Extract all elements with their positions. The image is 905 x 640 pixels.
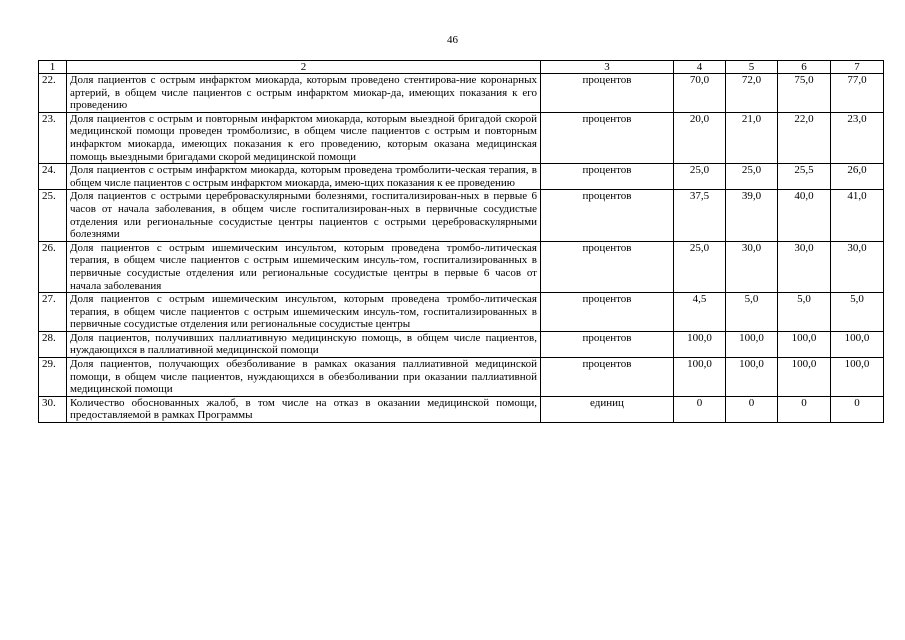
row-value-col5: 0 [726,396,778,422]
table-row [39,164,884,190]
row-description: Доля пациентов с острым и повторным инфарктом миокарда, которым выездной бригадой скорой медицинской помощи проведен тромболизис, в общем числе пациентов с острым и повторным инфарктом миокарда, имеющих показания к его проведению, которым оказана медицинская помощь выездными бригадами скорой медицинской помощи [67,112,541,163]
table-row [39,293,884,332]
row-value-col5: 100,0 [726,331,778,357]
header-col-4: 4 [674,61,726,74]
row-value-col7: 77,0 [831,74,884,113]
row-number: 26. [39,241,67,292]
row-unit: процентов [541,358,674,397]
row-value-col5: 72,0 [726,74,778,113]
row-value-col5: 5,0 [726,293,778,332]
row-value-col4: 0 [674,396,726,422]
row-unit: процентов [541,112,674,163]
row-number: 23. [39,112,67,163]
header-col-3: 3 [541,61,674,74]
row-value-col6: 40,0 [778,190,831,241]
row-value-col4: 4,5 [674,293,726,332]
row-description: Доля пациентов с острым ишемическим инсультом, которым проведена тромбо-литическая терапия, в общем числе пациентов с острым ишемическим инсуль-том, госпитализированных в первичные сосудистые отделения или региональные сосудистые центры в первые 6 часов от начала заболевания [67,241,541,292]
header-col-6: 6 [778,61,831,74]
row-unit: единиц [541,396,674,422]
row-value-col4: 25,0 [674,164,726,190]
row-value-col4: 100,0 [674,358,726,397]
row-description: Доля пациентов, получивших паллиативную медицинскую помощь, в общем числе пациентов, нуждающихся в паллиативной медицинской помощи [67,331,541,357]
row-value-col6: 75,0 [778,74,831,113]
row-value-col7: 100,0 [831,358,884,397]
row-value-col4: 20,0 [674,112,726,163]
header-col-7: 7 [831,61,884,74]
row-unit: процентов [541,190,674,241]
row-value-col4: 70,0 [674,74,726,113]
table-row [39,112,884,163]
row-value-col5: 30,0 [726,241,778,292]
row-value-col6: 100,0 [778,358,831,397]
row-value-col6: 100,0 [778,331,831,357]
row-number: 25. [39,190,67,241]
table-row [39,396,884,422]
row-number: 27. [39,293,67,332]
indicators-table [38,60,884,423]
row-value-col7: 23,0 [831,112,884,163]
row-value-col6: 5,0 [778,293,831,332]
row-value-col6: 25,5 [778,164,831,190]
header-col-2: 2 [67,61,541,74]
table-row [39,74,884,113]
row-number: 24. [39,164,67,190]
table-row [39,241,884,292]
table-row [39,331,884,357]
row-unit: процентов [541,164,674,190]
row-value-col4: 25,0 [674,241,726,292]
row-number: 29. [39,358,67,397]
row-value-col6: 30,0 [778,241,831,292]
row-description: Доля пациентов с острым инфарктом миокарда, которым проведена тромболити-ческая терапия, в общем числе пациентов с острым инфарктом миокарда, имею-щих показания к ее проведению [67,164,541,190]
header-col-5: 5 [726,61,778,74]
row-description: Доля пациентов, получающих обезболивание в рамках оказания паллиативной медицинской помощи, в общем числе пациентов, нуждающихся в обезболивании при оказании паллиативной медицинской помощи [67,358,541,397]
row-number: 28. [39,331,67,357]
row-value-col7: 5,0 [831,293,884,332]
row-value-col5: 25,0 [726,164,778,190]
row-value-col4: 37,5 [674,190,726,241]
row-description: Доля пациентов с острым ишемическим инсультом, которым проведена тромбо-литическая терапия, в общем числе пациентов с острым ишемическим инсуль-том, госпитализированных в первичные сосудистые отделения или региональные сосудистые центры [67,293,541,332]
header-row [39,61,884,74]
row-value-col7: 0 [831,396,884,422]
row-description: Доля пациентов с острыми цереброваскулярными болезнями, госпитализирован-ных в первые 6 часов от начала заболевания, в общем числе госпитализирован-ных в первичные сосудистые отделения или региональные сосудистые центры пациентов с острыми цереброваскулярными болезнями [67,190,541,241]
row-unit: процентов [541,241,674,292]
row-unit: процентов [541,293,674,332]
row-value-col6: 22,0 [778,112,831,163]
row-value-col7: 30,0 [831,241,884,292]
row-description: Количество обоснованных жалоб, в том числе на отказ в оказании медицинской помощи, предоставляемой в рамках Программы [67,396,541,422]
row-value-col7: 41,0 [831,190,884,241]
row-value-col7: 100,0 [831,331,884,357]
row-value-col4: 100,0 [674,331,726,357]
row-value-col5: 21,0 [726,112,778,163]
row-value-col5: 100,0 [726,358,778,397]
row-value-col5: 39,0 [726,190,778,241]
header-col-1: 1 [39,61,67,74]
row-description: Доля пациентов с острым инфарктом миокарда, которым проведено стентирова-ние коронарных артерий, в общем числе пациентов с острым инфарктом миокар-да, имеющих показания к его проведению [67,74,541,113]
table-row [39,190,884,241]
row-value-col7: 26,0 [831,164,884,190]
row-number: 30. [39,396,67,422]
table-row [39,358,884,397]
table-body [39,74,884,423]
row-value-col6: 0 [778,396,831,422]
row-number: 22. [39,74,67,113]
page-number: 46 [447,34,458,46]
row-unit: процентов [541,331,674,357]
row-unit: процентов [541,74,674,113]
